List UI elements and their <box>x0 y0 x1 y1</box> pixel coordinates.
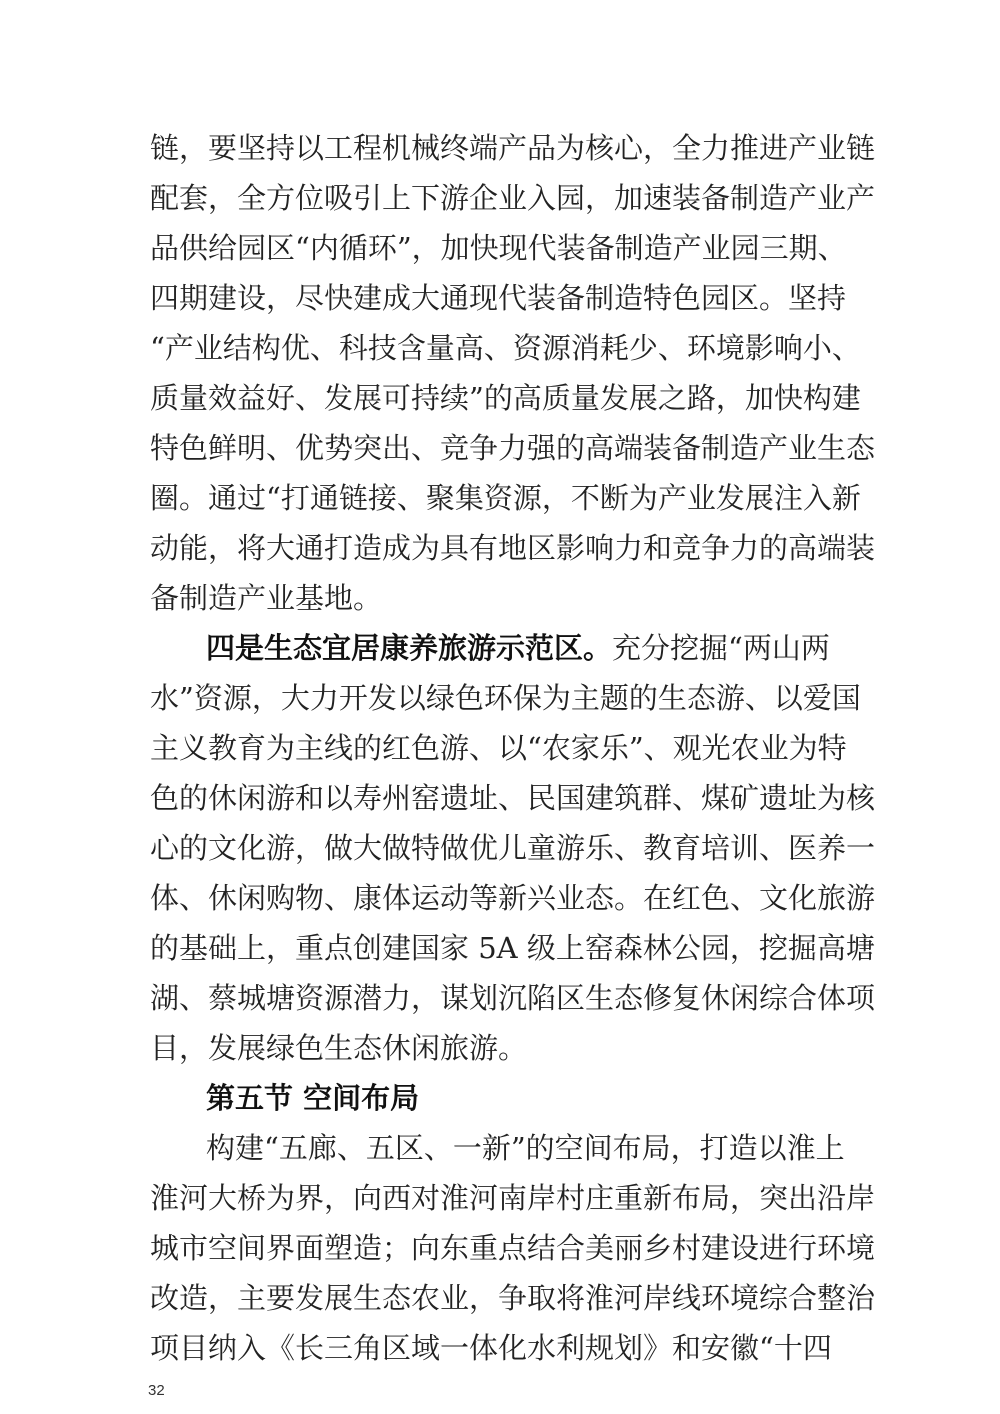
body-text-line: 的基础上，重点创建国家 5A 级上窑森林公园，挖掘高塘 <box>150 931 875 965</box>
paragraph-first-line: 构建“五廊、五区、一新”的空间布局，打造以淮上 <box>206 1131 845 1165</box>
body-text-line: 体、休闲购物、康体运动等新兴业态。在红色、文化旅游 <box>150 881 876 915</box>
body-text-line: 色的休闲游和以寿州窑遗址、民国建筑群、煤矿遗址为核 <box>150 781 876 815</box>
body-text-line: 项目纳入《长三角区域一体化水利规划》和安徽“十四 <box>150 1331 832 1365</box>
body-text-line: 主义教育为主线的红色游、以“农家乐”、观光农业为特 <box>150 731 847 765</box>
body-text-line: 质量效益好、发展可持续”的高质量发展之路，加快构建 <box>150 381 861 415</box>
body-text-line: 目，发展绿色生态休闲旅游。 <box>150 1031 528 1065</box>
body-text-line: 链，要坚持以工程机械终端产品为核心，全力推进产业链 <box>150 131 876 165</box>
section-heading: 第五节 空间布局 <box>206 1081 420 1115</box>
body-text-line: 特色鲜明、优势突出、竞争力强的高端装备制造产业生态 <box>150 431 876 465</box>
body-text-line: 城市空间界面塑造；向东重点结合美丽乡村建设进行环境 <box>150 1231 876 1265</box>
body-text-line: 品供给园区“内循环”，加快现代装备制造产业园三期、 <box>150 231 847 265</box>
body-text-line: 动能，将大通打造成为具有地区影响力和竞争力的高端装 <box>150 531 876 565</box>
body-text-line: 配套，全方位吸引上下游企业入园，加速装备制造产业产 <box>150 181 876 215</box>
body-text-line: “产业结构优、科技含量高、资源消耗少、环境影响小、 <box>150 331 861 365</box>
body-text-line: 圈。通过“打通链接、聚集资源，不断为产业发展注入新 <box>150 481 861 515</box>
body-text-line: 湖、蔡城塘资源潜力，谋划沉陷区生态修复休闲综合体项 <box>150 981 876 1015</box>
paragraph-lead-phrase: 四是生态宜居康养旅游示范区。 <box>206 631 613 665</box>
body-text-line: 备制造产业基地。 <box>150 581 383 615</box>
body-text-line: 四期建设，尽快建成大通现代装备制造特色园区。坚持 <box>150 281 847 315</box>
page-number: 32 <box>148 1382 165 1399</box>
body-text-line: 改造，主要发展生态农业，争取将淮河岸线环境综合整治 <box>150 1281 876 1315</box>
body-text-line: 水”资源，大力开发以绿色环保为主题的生态游、以爱国 <box>150 681 861 715</box>
body-text-line: 心的文化游，做大做特做优儿童游乐、教育培训、医养一 <box>150 831 876 865</box>
body-text-line: 淮河大桥为界，向西对淮河南岸村庄重新布局，突出沿岸 <box>150 1181 876 1215</box>
paragraph-first-line <box>206 628 896 668</box>
paragraph-first-line-rest: 充分挖掘“两山两 <box>612 631 830 665</box>
